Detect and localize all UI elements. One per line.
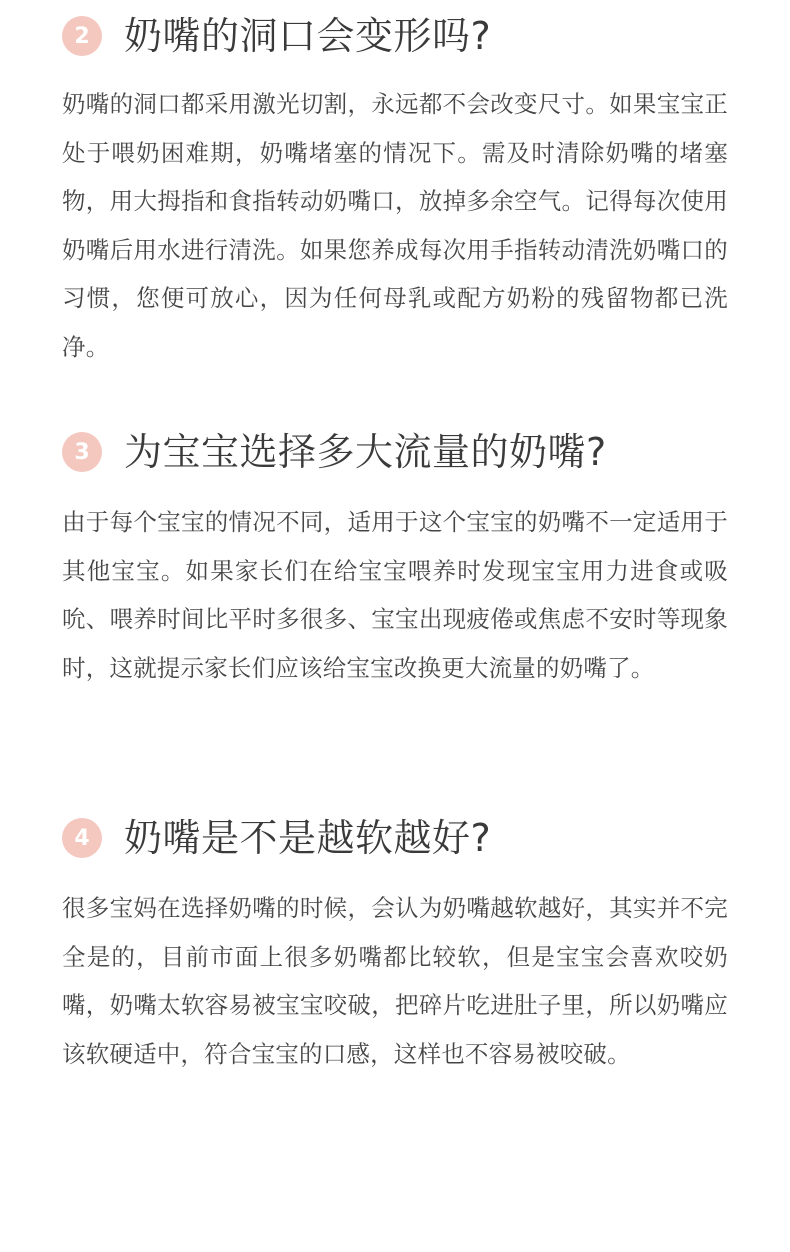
section-header [62, 429, 607, 475]
section-header [62, 13, 491, 59]
section-header [62, 815, 491, 861]
section-number-badge: 2 [62, 16, 102, 56]
section-title: 为宝宝选择多大流量的奶嘴? [124, 430, 607, 474]
section-title: 奶嘴是不是越软越好? [124, 816, 492, 860]
section-number-badge: 3 [62, 432, 102, 472]
section-body-text: 很多宝妈在选择奶嘴的时候，会认为奶嘴越软越好，其实并不完全是的，目前市面上很多奶嘴都比较软，但是宝宝会喜欢咬奶嘴，奶嘴太软容易被宝宝咬破，把碎片吃进肚子里，所以奶嘴应该软硬适中，符合宝宝的口感，这样也不容易被咬破。 [62, 894, 728, 1068]
section-title: 奶嘴的洞口会变形吗? [124, 14, 492, 58]
section-number-badge: 4 [62, 818, 102, 858]
section-body-text: 由于每个宝宝的情况不同，适用于这个宝宝的奶嘴不一定适用于其他宝宝。如果家长们在给宝宝喂养时发现宝宝用力进食或吸吮、喂养时间比平时多很多、宝宝出现疲倦或焦虑不安时等现象时，这就提示家长们应该给宝宝改换更大流量的奶嘴了。 [62, 508, 728, 682]
section-body-text: 奶嘴的洞口都采用激光切割，永远都不会改变尺寸。如果宝宝正处于喂奶困难期，奶嘴堵塞的情况下。需及时清除奶嘴的堵塞物，用大拇指和食指转动奶嘴口，放掉多余空气。记得每次使用奶嘴后用水进行清洗。如果您养成每次用手指转动清洗奶嘴口的习惯，您便可放心，因为任何母乳或配方奶粉的残留物都已洗净。 [62, 90, 728, 361]
